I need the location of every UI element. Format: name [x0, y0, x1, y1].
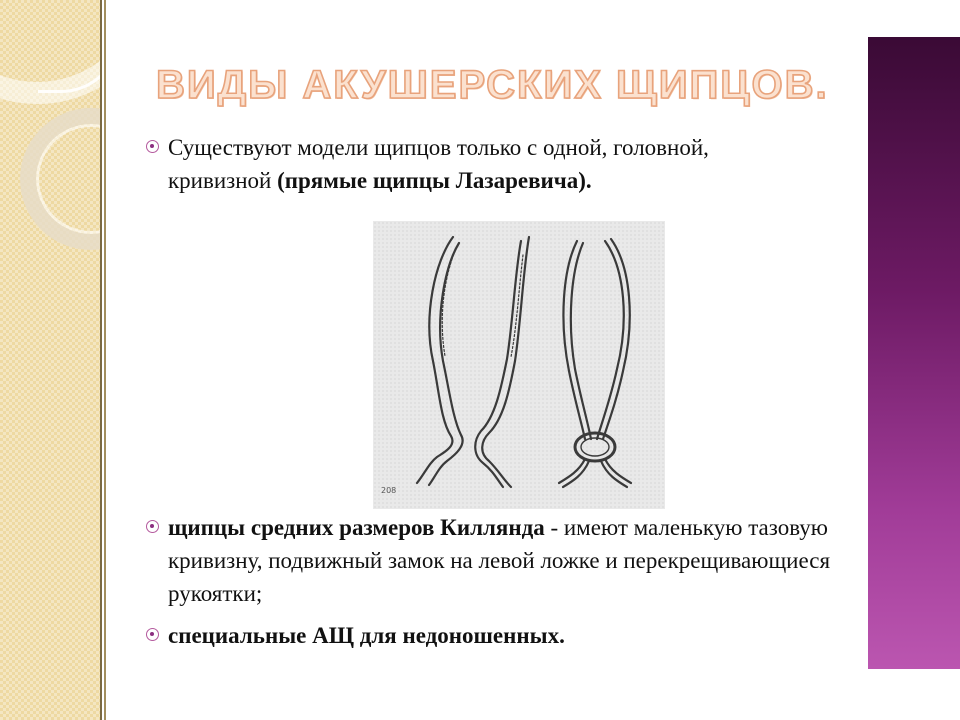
bullet-text: [168, 511, 846, 610]
bullet-text: [168, 619, 846, 652]
bullet-text-normal: Существуют модели щипцов только с одной, головной, кривизной: [168, 135, 709, 193]
bullet-text-normal: - имеют маленькую тазовую кривизну, подвижный замок на левой ложке и перекрещивающиеся рукоятки;: [168, 515, 831, 606]
bullet-marker-icon: [146, 628, 159, 641]
bullet-item-killand: [146, 511, 846, 610]
bullet-item-premature: [146, 619, 846, 652]
bullet-item-lazarevich: [146, 131, 796, 197]
left-divider-line: [100, 0, 106, 720]
bullet-text-bold: щипцы средних размеров Киллянда: [168, 515, 545, 540]
bullet-text-bold: (прямые щипцы Лазаревича).: [277, 168, 592, 193]
decorative-arc: [38, 0, 100, 93]
forceps-drawing-icon: [373, 221, 665, 509]
left-decorative-band: [0, 0, 100, 720]
decorative-ring: [20, 108, 100, 250]
bullet-marker-icon: [146, 520, 159, 533]
bullet-marker-icon: [146, 140, 159, 153]
right-decorative-band: [868, 37, 960, 669]
bullet-text-bold: специальные АЩ для недоношенных.: [168, 623, 565, 648]
slide-title: ВИДЫ АКУШЕРСКИХ ЩИПЦОВ.: [156, 63, 829, 107]
forceps-illustration: [373, 221, 665, 509]
slide-content: [112, 37, 868, 669]
bullet-text: [168, 131, 796, 197]
figure-number: 208: [381, 486, 397, 495]
